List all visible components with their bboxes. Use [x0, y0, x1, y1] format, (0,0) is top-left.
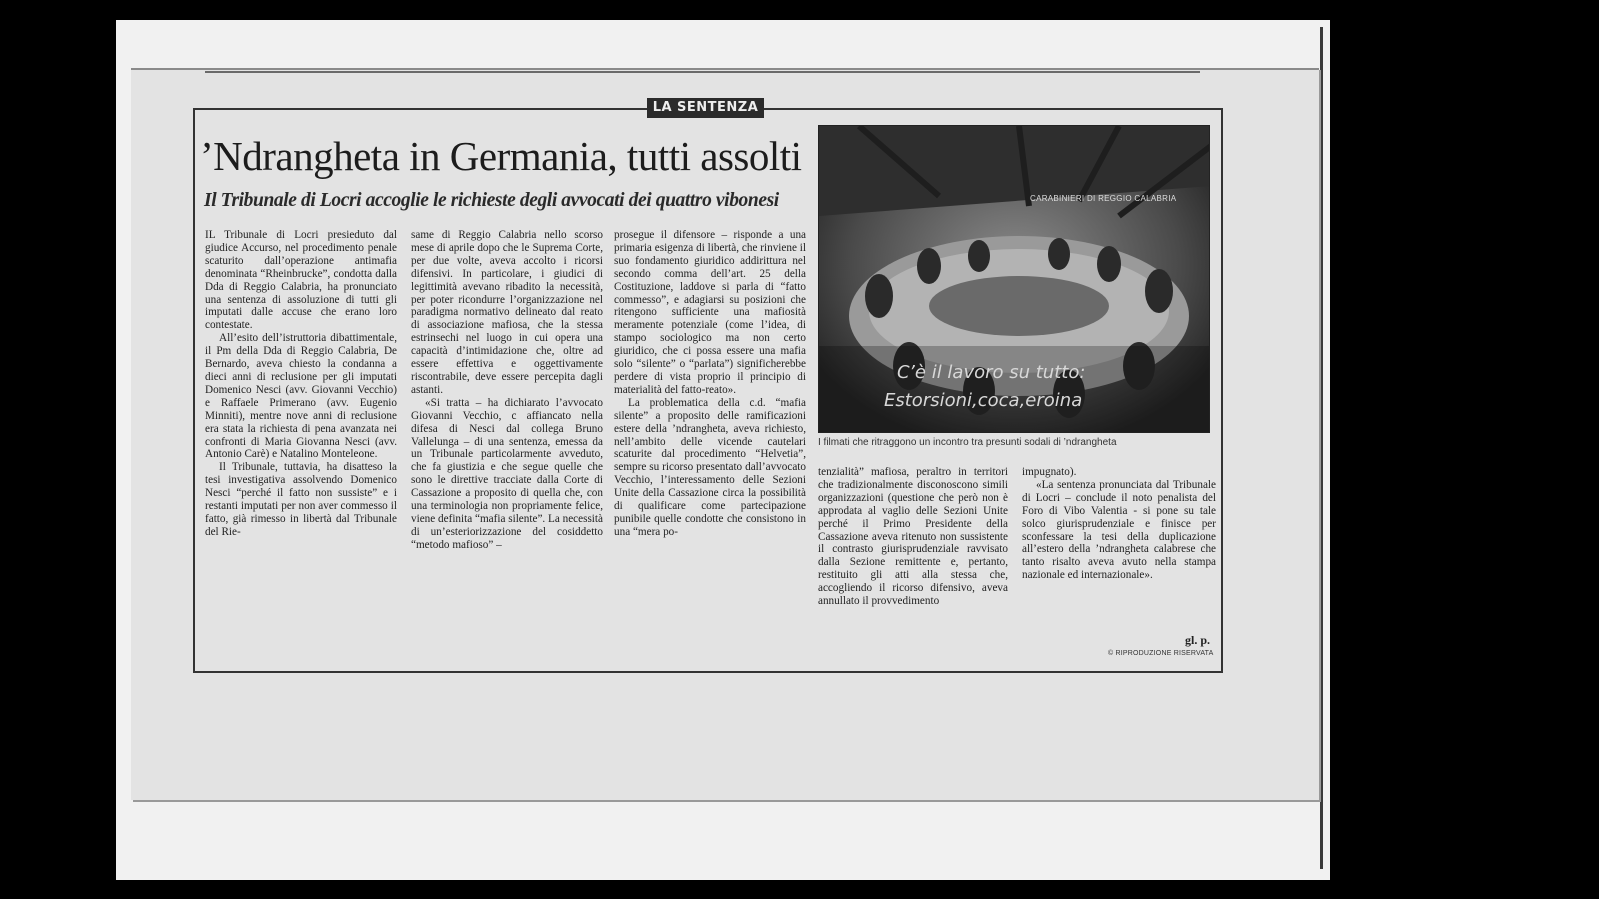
article-column-1	[205, 229, 397, 661]
paragraph: La problematica della c.d. “mafia silente” a proposito delle ramificazioni estere della ’ndrangheta, aveva richiesto, nell’ambito delle vicende cautelari scaturite dal procedimento “Helvetia”, sempre su ricorso presentato dall’avvocato Vecchio, l’interessamento delle Sezioni Unite della Cassazione circa la possibilità di qualificare come partecipazione punibile quelle condotte che consistono in una “mera po-	[614, 396, 806, 538]
photo-overlay-text: Estorsioni,coca,eroina	[884, 390, 1083, 411]
paragraph: impugnato).	[1022, 466, 1077, 478]
paragraph: All’esito dell’istruttoria dibattimentale, il Pm della Dda di Reggio Calabria, De Bernardo, aveva chiesto la condanna a dieci anni di reclusione per gli imputati Domenico Nesci (avv. Giovanni Vecchio) e Raffaele Primerano (avv. Eugenio Minniti), mentre nove anni di reclusione era stata la richiesta di pena avanzata nei confronti di Maria Giovanna Nesci (avv. Antonio Carè) e Natalino Monteleone.	[205, 332, 397, 461]
paragraph: IL Tribunale di Locri presieduto dal giudice Accurso, nel procedimento penale scaturito dall’operazione antimafia denominata “Rheinbrucke”, condotta dalla Dda di Reggio Calabria, ha pronunciato una sentenza di assoluzione di tutti gli imputati dalle accuse che erano loro contestate.	[205, 229, 397, 332]
headline: ’Ndrangheta in Germania, tutti assolti	[200, 133, 802, 179]
copyright-notice: © RIPRODUZIONE RISERVATA	[1108, 650, 1214, 657]
photo-overlay-text: C’è il lavoro su tutto:	[897, 362, 1086, 383]
article-column-2	[411, 229, 603, 661]
article-column-4	[818, 466, 1008, 661]
meeting-scene-image	[819, 126, 1210, 433]
clipping-top-rule	[205, 71, 1200, 73]
author-signature: gl. p.	[1185, 633, 1211, 647]
article-column-5	[1022, 466, 1216, 626]
subheadline: Il Tribunale di Locri accoglie le richieste degli avvocati dei quattro vibonesi	[204, 190, 779, 211]
section-kicker: LA SENTENZA	[647, 98, 764, 118]
article-photo	[818, 125, 1210, 433]
paragraph: «La sentenza pronunciata dal Tribunale di Locri – conclude il noto penalista del Foro di Vibo Valentia - si pone su tale solco giurisprudenziale e finisce per sconfessare la tesi della duplicazione all’estero della ’ndrangheta calabrese che tanto risalto aveva avuto nella stampa nazionale ed internazionale».	[1022, 478, 1216, 582]
photo-watermark-badge: CARABINIERI DI REGGIO CALABRIA	[1030, 194, 1177, 203]
paragraph: prosegue il difensore – risponde a una primaria esigenza di libertà, che rinviene il suo fondamento giuridico addirittura nel secondo comma dell’art. 25 della Costituzione, laddove si parla di “fatto commesso”, e adagiarsi su posizioni che ritengono sufficiente una mafiosità meramente potenziale (come l’idea, di stampo sociologico ma non certo giuridico, che ci possa essere una mafia solo “silente” o “parlata”) significherebbe perdere di vista proprio il principio di materialità del fatto-reato».	[614, 229, 806, 396]
article-column-3	[614, 229, 806, 661]
paragraph: Il Tribunale, tuttavia, ha disatteso la tesi investigativa assolvendo Domenico Nesci “perché il fatto non sussiste” e i restanti imputati per non aver commesso il fatto, già rimesso in libertà dal Tribunale del Rie-	[205, 461, 397, 538]
paragraph: «Si tratta – ha dichiarato l’avvocato Giovanni Vecchio, c affiancato nella difesa di Nesci dal collega Bruno Vallelunga – di una sentenza, emessa da un Tribunale particolarmente avveduto, che fa giustizia e che segue quelle che sono le direttive tracciate dalla Corte di Cassazione a proposito di quella che, con una terminologia non propriamente felice, viene definita “mafia silente”. La necessità di un’esteriorizzazione del cosiddetto “metodo mafioso” –	[411, 396, 603, 551]
page-edge	[1320, 27, 1323, 869]
photo-caption: I filmati che ritraggono un incontro tra presunti sodali di ’ndrangheta	[818, 437, 1117, 448]
paragraph: tenzialità” mafiosa, peraltro in territori che tradizionalmente disconoscono simili organizzazioni (questione che però non è approdata al vaglio delle Sezioni Unite perché il Primo Presidente della Cassazione aveva ritenuto non sussistente il contrasto giurisprudenziale ravvisato dalla Sezione remittente e, pertanto, restituito gli atti alla stessa che, accogliendo il ricorso difensivo, aveva annullato il provvedimento	[818, 466, 1008, 608]
paragraph: same di Reggio Calabria nello scorso mese di aprile dopo che le Suprema Corte, per due volte, aveva accolto i ricorsi difensivi. In particolare, i giudici di legittimità avevano ribadito la necessità, per poter ricondurre l’organizzazione nel paradigma normativo delineato dal reato di associazione mafiosa, che la stessa estrinsechi nel luogo in cui opera una capacità d’intimidazione che, oltre ad essere effettiva e oggettivamente riscontrabile, deve essere percepita dagli astanti.	[411, 229, 603, 396]
